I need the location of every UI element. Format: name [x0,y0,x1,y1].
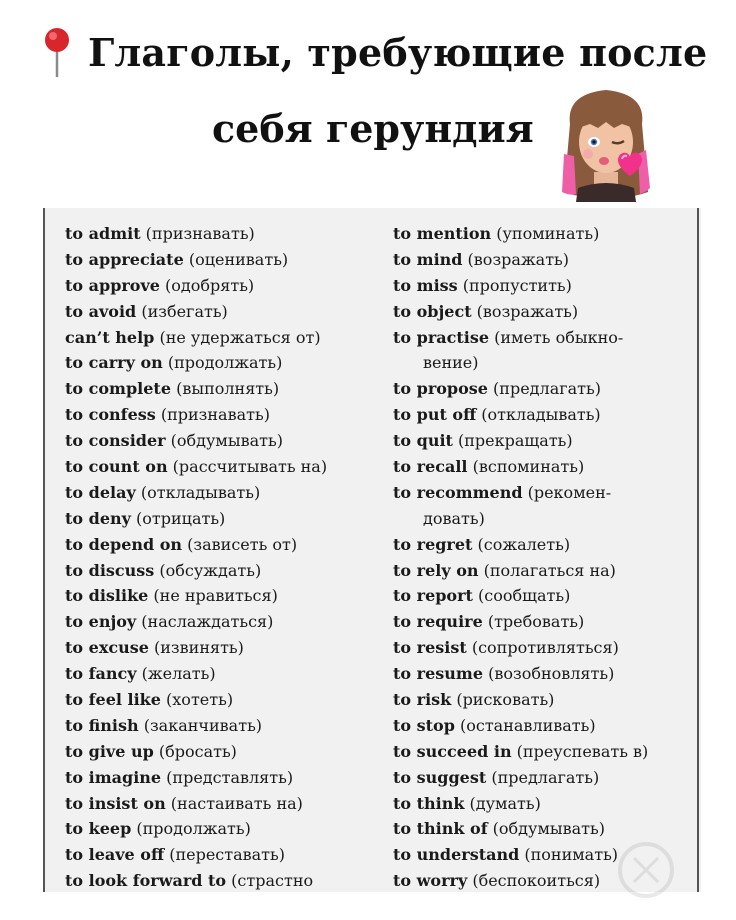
list-item: to admit (признавать) [65,224,255,243]
page-title-line1: Глаголы, требующие после [88,30,708,75]
list-item: to report (сообщать) [393,586,571,606]
list-item: to excuse (извинять) [65,638,244,658]
list-item: to think (думать) [393,793,541,813]
verb-list-right [393,221,689,892]
list-item: to risk (рисковать) [393,690,555,710]
list-item: to rely on (полагаться на) [393,560,616,580]
list-item: to delay (откладывать) [65,482,261,502]
header [0,0,736,205]
list-item: to object (возражать) [393,301,579,321]
list-item: to mention (упоминать) [393,224,600,243]
list-item: to feel like (хотеть) [65,690,234,710]
list-item: to worry (беспокоиться) [393,871,601,891]
list-item: to look forward to (страстно [65,871,314,891]
list-item: to give up (бросать) [65,741,237,761]
list-item-continuation: вение) [423,353,479,373]
list-item: to think of (обдумывать) [393,819,605,839]
memoji-avatar-icon [556,84,656,202]
book-page [43,208,701,892]
list-item: to mind (возражать) [393,249,570,269]
list-item: to finish (заканчивать) [65,715,263,735]
list-item: to recall (вспоминать) [393,457,585,477]
list-item: to practise (иметь обыкно- [393,327,624,347]
list-item: to understand (понимать) [393,845,619,865]
list-item: to put off (откладывать) [393,405,601,425]
list-item: to enjoy (наслаждаться) [65,612,274,632]
pushpin-icon [40,26,74,78]
list-item: to discuss (обсуждать) [65,560,262,580]
verb-list-left [65,221,381,892]
list-item: to appreciate (оценивать) [65,249,289,269]
list-item: to recommend (рекомен- [393,482,612,502]
list-item: to consider (обдумывать) [65,431,283,451]
list-item: to regret (сожалеть) [393,534,571,554]
list-item: to stop (останавливать) [393,715,596,735]
list-item: to dislike (не нравиться) [65,586,278,606]
list-item: to succeed in (преуспевать в) [393,741,649,761]
list-item: to miss (пропустить) [393,275,572,295]
list-item: to quit (прекращать) [393,431,573,451]
list-item: to avoid (избегать) [65,301,228,321]
list-item-continuation: довать) [423,508,485,528]
list-item: to keep (продолжать) [65,819,251,839]
list-item: to imagine (представлять) [65,767,294,787]
list-item: to carry on (продолжать) [65,353,283,373]
list-item: to leave off (переставать) [65,845,285,865]
list-item: to resist (сопротивляться) [393,638,619,658]
page-border-left [43,208,45,892]
list-item: to confess (признавать) [65,405,270,425]
list-item: to require (требовать) [393,612,585,632]
list-item: to deny (отрицать) [65,508,226,528]
list-item: can’t help (не удержаться от) [65,327,321,347]
list-item: to resume (возобновлять) [393,664,615,684]
list-item: to insist on (настаивать на) [65,793,303,813]
list-item: to suggest (предлагать) [393,767,600,787]
list-item: to approve (одобрять) [65,275,255,295]
watermark-logo-icon [606,838,686,898]
page-title-line2: себя герундия [212,106,534,151]
list-item: to complete (выполнять) [65,379,280,399]
list-item: to count on (рассчитывать на) [65,457,328,477]
page-border-right [697,208,699,892]
list-item: to depend on (зависеть от) [65,534,298,554]
list-item: to propose (предлагать) [393,379,601,399]
list-item: to fancy (желать) [65,664,216,684]
